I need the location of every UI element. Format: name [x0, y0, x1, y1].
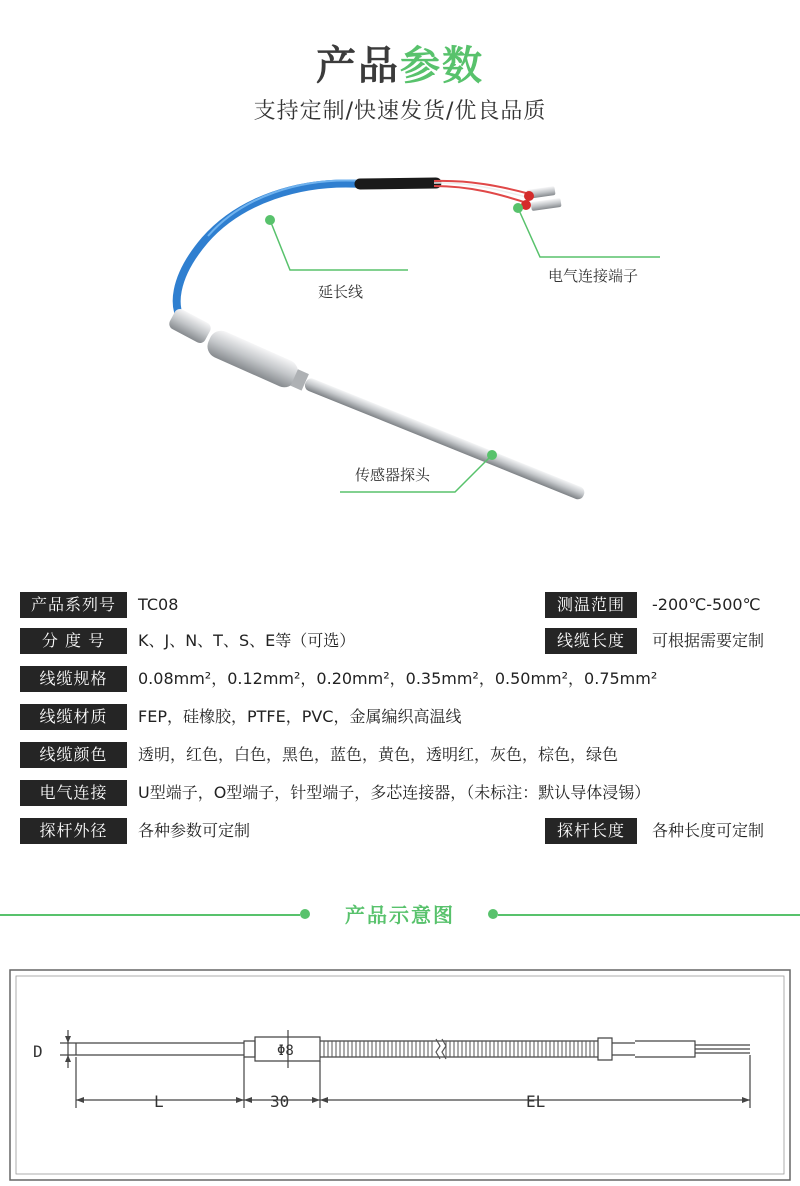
- spec-key-cable-length: 线缆长度: [545, 628, 637, 654]
- spec-key-cable-material: 线缆材质: [20, 704, 127, 730]
- spec-key-temp-range: 测温范围: [545, 592, 637, 618]
- dimension-diagram: [0, 960, 800, 1186]
- spec-value-probe-length: 各种长度可定制: [652, 821, 765, 840]
- callout-extension-wire: 延长线: [318, 283, 364, 301]
- spec-key-cable-spec: 线缆规格: [20, 666, 127, 692]
- dim-label-sleeve: Φ8: [277, 1043, 294, 1059]
- extension-cable: [177, 183, 362, 328]
- spec-key-graduation: 分 度 号: [20, 628, 127, 654]
- terminal-2: [531, 198, 562, 211]
- section-title-diagram: 产品示意图: [345, 903, 455, 927]
- section-divider-left: [0, 914, 300, 916]
- spec-value-cable-spec: 0.08mm²，0.12mm²，0.20mm²，0.35mm²，0.50mm²，0.75mm²: [138, 669, 658, 688]
- spec-value-cable-material: FEP，硅橡胶，PTFE，PVC，金属编织高温线: [138, 707, 462, 726]
- probe-sleeve: [204, 327, 302, 391]
- heat-shrink: [360, 183, 436, 184]
- diagram-probe-rod: [76, 1043, 244, 1055]
- dim-label-diameter: D: [33, 1042, 43, 1061]
- spec-key-probe-diameter: 探杆外径: [20, 818, 127, 844]
- spec-key-electrical: 电气连接: [20, 780, 127, 806]
- dim-label-sleeve-length: 30: [270, 1092, 290, 1111]
- spec-value-temp-range: -200℃-500℃: [652, 595, 761, 614]
- spec-value-graduation: K、J、N、T、S、E等（可选）: [138, 631, 356, 650]
- section-divider-right: [498, 914, 800, 916]
- callout-electrical-terminal: 电气连接端子: [548, 267, 639, 285]
- spec-key-series: 产品系列号: [20, 592, 127, 618]
- title-part-1: 产品: [316, 43, 400, 89]
- spec-value-electrical: U型端子，O型端子，针型端子，多芯连接器，（未标注：默认导体浸锡）: [138, 783, 651, 802]
- title-part-2: 参数: [400, 43, 484, 89]
- dim-label-extension-length: EL: [526, 1092, 546, 1111]
- spec-value-cable-length: 可根据需要定制: [652, 631, 765, 650]
- callout-sensor-probe: 传感器探头: [355, 466, 431, 484]
- page-title: [0, 40, 800, 92]
- probe-rod: [303, 377, 586, 501]
- page-subtitle: 支持定制/快速发货/优良品质: [253, 99, 547, 124]
- section-dot-right: [488, 909, 498, 919]
- spec-value-probe-diameter: 各种参数可定制: [138, 821, 251, 840]
- spec-value-series: TC08: [138, 595, 179, 614]
- spec-key-cable-color: 线缆颜色: [20, 742, 127, 768]
- spec-value-cable-color: 透明，红色，白色，黑色，蓝色，黄色，透明红，灰色，棕色，绿色: [138, 745, 619, 764]
- spec-key-probe-length: 探杆长度: [545, 818, 637, 844]
- dim-label-probe-length: L: [154, 1092, 164, 1111]
- product-illustration: [0, 150, 800, 550]
